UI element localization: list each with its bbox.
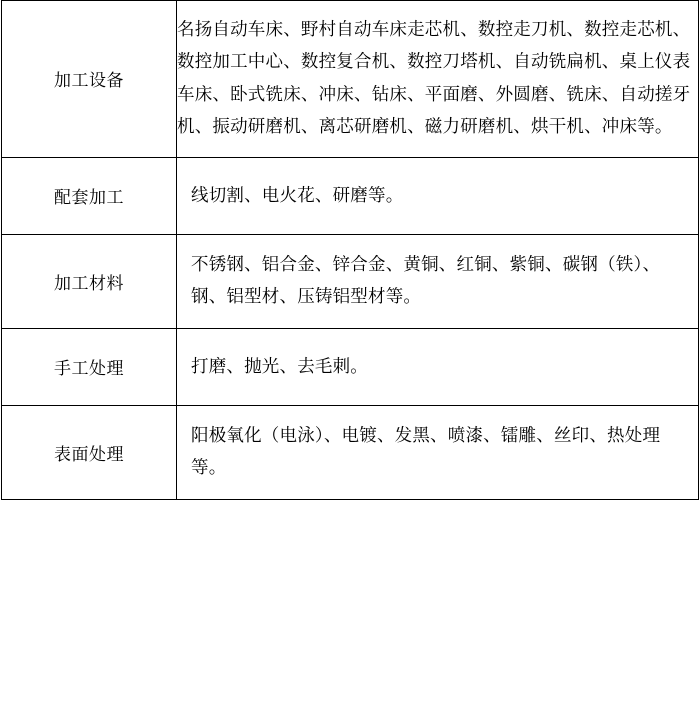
table-row <box>2 406 699 500</box>
row-value-machining-equipment: 名扬自动车床、野村自动车床走芯机、数控走刀机、数控走芯机、数控加工中心、数控复合机、数控刀塔机、自动铣扁机、桌上仪表车床、卧式铣床、冲床、钻床、平面磨、外圆磨、铣床、自动搓牙机、振动研磨机、离芯研磨机、磁力研磨机、烘干机、冲床等。 <box>177 1 699 158</box>
row-label-machining-equipment: 加工设备 <box>2 1 177 158</box>
row-value-supporting-processing: 线切割、电火花、研磨等。 <box>177 157 699 234</box>
table-row <box>2 234 699 328</box>
table-row <box>2 328 699 405</box>
row-label-materials: 加工材料 <box>2 234 177 328</box>
row-label-surface-treatment: 表面处理 <box>2 406 177 500</box>
table-row <box>2 1 699 158</box>
table-row <box>2 157 699 234</box>
row-value-surface-treatment: 阳极氧化（电泳）、电镀、发黑、喷漆、镭雕、丝印、热处理等。 <box>177 406 699 500</box>
specifications-table <box>1 0 699 500</box>
row-label-manual-processing: 手工处理 <box>2 328 177 405</box>
row-label-supporting-processing: 配套加工 <box>2 157 177 234</box>
row-value-manual-processing: 打磨、抛光、去毛刺。 <box>177 328 699 405</box>
row-value-materials: 不锈钢、铝合金、锌合金、黄铜、红铜、紫铜、碳钢（铁）、钢、铝型材、压铸铝型材等。 <box>177 234 699 328</box>
